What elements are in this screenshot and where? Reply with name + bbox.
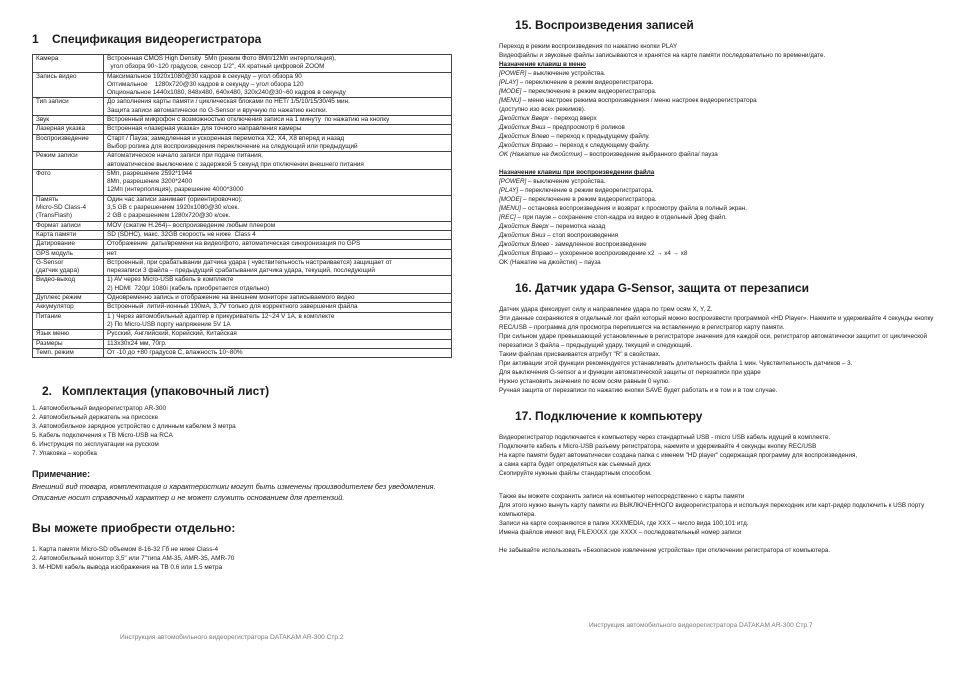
key-name: Джойстик Вправо (499, 142, 553, 149)
key-line (499, 177, 939, 186)
s17-lines (499, 433, 939, 478)
table-row (33, 169, 452, 195)
spec-value-cell (104, 303, 452, 312)
key-line (499, 231, 939, 240)
key-line (499, 258, 939, 267)
key-line (499, 69, 939, 78)
spec-value: SD (SDHC), макс. 32GB скорость не ниже Class 4 (107, 230, 256, 238)
key-name: [MODE] (499, 88, 522, 95)
paragraph-line: Переход в режим воспроизведения по нажатию кнопки PLAY (499, 43, 678, 50)
paragraph-line: Видеорегистратор подключается к компьютеру через стандартный USB - micro USB кабель идущий в комплекте. (499, 434, 831, 441)
paragraph-line: Эти данные сохраняются в отдельный лог файл который можно воспроизвести программой «HD Player». Нажмите и удерживайте 4 секунды кнопку REC/USB – программа для просмотра перепишется на вставленную в регистратор карту памяти. (499, 315, 934, 331)
key-name: Джойстик Вверх (499, 115, 549, 122)
key-line (499, 87, 939, 96)
list-item: 3. M-HDMI кабель вывода изображения на ТВ 0.6 или 1.5 метра (32, 564, 223, 572)
spec-value-cell (104, 276, 452, 294)
spec-key-cell (33, 152, 104, 170)
spec-value: перезаписи 3 файла – предыдущий срабатывания датчика удара, текущий, последующий (107, 267, 375, 275)
paragraph-line: Датчик удара фиксирует силу и направление удара по трем осям X, Y, Z. (499, 306, 713, 313)
spec-value-cell (104, 312, 452, 330)
spec-value: 2) По Micro-USB порту напряжение 5V 1A (107, 320, 231, 328)
spec-value: Одновременно запись и отображение на внешнем мониторе записываемого видео (107, 294, 355, 302)
spec-value: нет (107, 249, 117, 257)
key-name: [MENU] (499, 97, 522, 104)
key-desc: – остановка воспроизведения и возврат к просмотру файла в полный экран. (521, 205, 748, 212)
spec-value-cell (104, 134, 452, 152)
spec-key-cell (33, 348, 104, 357)
key-line (499, 78, 939, 87)
key-name: [PLAY] (499, 79, 519, 86)
key-desc: – переключение в режим видеорегистратора. (521, 88, 657, 95)
spec-key-cell (33, 55, 104, 73)
paragraph-line: Для этого нужно вынуть карту памяти из ВЫКЛЮЧЕННОГО видеорегистратора и используя переходник или карт-ридер подключить к USB порту компьютера. (499, 502, 925, 518)
key-desc: – перемотка назад (548, 223, 606, 230)
spec-value: Встроенный микрофон с возможностью отключения записи на 1 минуту по нажатию на кнопку (107, 116, 390, 124)
spec-value-cell (104, 330, 452, 339)
list-item: 2. Автомобильный монитор 3,5" или 7"типа AM-35, AMR-35, AMR-70 (32, 555, 235, 563)
spec-value: Один час записи занимает (ориентировочно): (107, 195, 243, 203)
spec-key-cell (33, 134, 104, 152)
key-line (499, 96, 939, 105)
paragraph-line: Таким файлам присваивается атрибут "R" в свойствах. (499, 351, 661, 358)
buy-list (32, 545, 477, 572)
s15-intro (499, 42, 939, 60)
s15-play-keys (499, 177, 939, 267)
key-desc: - переход вверх (548, 115, 597, 122)
spec-key-cell (33, 240, 104, 249)
spec-value-cell (104, 339, 452, 348)
spec-value: 8Мп, разрешение 3200*2400 (107, 178, 192, 186)
list-item: 6. Инструкция по эксплуатации на русском (32, 441, 159, 449)
note-text: Внешний вид товара, комплектация и характеристики могут быть изменены производителем без уведомления. Описание носит справочный характер и не может служить основанием для претензий. (32, 482, 436, 503)
spec-key: (TransFlash) (36, 212, 72, 220)
spec-value: Русский, Английский, Корейский, Китайская (107, 330, 237, 338)
key-line (499, 186, 939, 195)
key-line (499, 150, 939, 159)
key-name: [PLAY] (499, 187, 519, 194)
spec-value: Старт / Пауза; замедленная и ускоренная перемотка X2, X4, X8 вперед и назад (107, 134, 345, 142)
spec-key: Запись видео (36, 72, 77, 80)
paragraph-line: Скопируйте нужные файлы стандартным способом. (499, 470, 652, 477)
kit-list (32, 404, 477, 458)
paragraph-line: При активации этой функции рекомендуется устанавливать длительность файла 1 мин. Чувствительность датчиков – 3. (499, 360, 853, 367)
key-line (499, 204, 939, 213)
paragraph-line: Для выключения G-sensor а и функции автоматической защиты от перезаписи при ударе (499, 369, 761, 376)
kit-heading (42, 384, 477, 398)
table-row (33, 294, 452, 303)
key-desc: – предпросмотр 6 роликов (545, 124, 625, 131)
key-name: Джойстик Влево (499, 241, 550, 248)
spec-key-cell (33, 339, 104, 348)
key-line (499, 141, 939, 150)
spec-value: 3,5 GB с разрешением 1920x1080@30 к/сек. (107, 204, 240, 212)
key-name: Джойстик Влево (499, 133, 550, 140)
key-name: Джойстик Вниз (499, 232, 546, 239)
table-row (33, 152, 452, 170)
spec-key: Звук (36, 116, 50, 124)
key-desc: – при паузе – сохранение стоп-кадра из видео в отдельный Jpeg файл. (515, 214, 727, 221)
spec-key: Питание (36, 312, 62, 320)
spec-value: Встроенный литий-ионный 190мА, 3,7V только для корректного завершения файла (107, 303, 358, 311)
key-desc: (доступно изо всех режимов). (499, 106, 586, 113)
list-item: 5. Кабель подключения к ТВ Micro-USB на RCA (32, 432, 173, 440)
left-footer: Инструкция автомобильного видеорегистратора DATAKAM AR-300 Стр.2 (120, 634, 344, 641)
paragraph-line: Ручная защита от перезаписи по нажатию кнопки SAVE будет работать и в том и в том случае. (499, 387, 778, 394)
key-line (499, 105, 939, 114)
spec-key-cell (33, 249, 104, 258)
spec-value: Опциональное 1440x1080, 848x480, 640x480, 320x240@30~60 кадров в секунду (107, 89, 346, 97)
key-line (499, 213, 939, 222)
spec-key-cell (33, 221, 104, 230)
spec-key-cell (33, 276, 104, 294)
kit-heading-text: Комплектация (упаковочный лист) (62, 384, 270, 399)
spec-value-cell (104, 249, 452, 258)
spec-heading-text: Спецификация видеорегистратора (52, 32, 262, 46)
table-row (33, 55, 452, 73)
key-desc: – стоп воспроизведения (545, 232, 619, 239)
spec-value: 1) AV через Micro-USB кабель в комплекте (107, 276, 234, 284)
spec-value: 2) HDMI 720p/ 1080i (кабель приобретается отдельно) (107, 284, 270, 292)
table-row (33, 195, 452, 221)
table-row (33, 249, 452, 258)
spec-value: Встроенная CMOS High Density 5Мп (режим Фото 8Мп/12Мп интерполяция), (107, 55, 336, 62)
spec-key: Лазерная указка (36, 125, 85, 133)
key-name: [REC] (499, 214, 516, 221)
spec-key: Фото (36, 169, 51, 177)
table-row (33, 258, 452, 276)
spec-key-cell (33, 312, 104, 330)
spec-key-cell (33, 116, 104, 125)
spec-key-cell (33, 303, 104, 312)
spec-key: G-Sensor (36, 258, 64, 266)
s17-last-line: Не забывайте использовать «Безопасное извлечение устройства» при отключении регистратора от компьютера. (499, 547, 831, 554)
spec-value: Отображение даты/времени на видео/фото, автоматическая синхронизация по GPS (107, 240, 361, 248)
table-row (33, 348, 452, 357)
spec-heading (32, 32, 477, 46)
spec-key: Размеры (36, 339, 63, 347)
spec-key: Видео-выход (36, 276, 76, 284)
paragraph-line: а сама карта будет определяться как съемный диск (499, 461, 651, 468)
key-line (499, 222, 939, 231)
spec-value-cell (104, 152, 452, 170)
table-row (33, 221, 452, 230)
table-row (33, 98, 452, 116)
spec-value: Защита записи автоматически по G-Sensor и вручную по нажатию кнопки. (107, 106, 328, 114)
list-item: 3. Автомобильное зарядное устройство с длинным кабелем 3 метра (32, 423, 236, 431)
key-name: OK (Нажатие на джойстик) (499, 151, 583, 158)
paragraph-line: Имена файлов имеют вид FILEXXXX где XXXX – последовательный номер записи (499, 529, 742, 536)
spec-key-cell (33, 330, 104, 339)
list-item: 1. Автомобильный видеорегистратор AR-300 (32, 405, 167, 413)
key-line (499, 123, 939, 132)
table-row (33, 339, 452, 348)
spec-key-cell (33, 169, 104, 195)
spec-value-cell (104, 72, 452, 98)
right-page (477, 0, 954, 675)
spec-key: Режим записи (36, 152, 78, 160)
spec-value-cell (104, 258, 452, 276)
list-item: 7. Упаковка – коробка (32, 450, 97, 458)
spec-value: 12Мп (интерполяция), разрешение 4000*3000 (107, 186, 244, 194)
s15-play-heading: Назначение клавиш при воспроизведении файла (499, 169, 655, 176)
spec-key: Карта памяти (36, 230, 77, 238)
key-line (499, 240, 939, 249)
spec-value: автоматическое выключение с задержкой 5 секунд при отключении внешнего питания (107, 160, 364, 168)
spec-key: Аккумулятор (36, 303, 74, 311)
spec-value: Встроенная «лазерная указка» для точного направления камеры (107, 125, 302, 133)
key-desc: – переход к предыдущему файлу. (549, 133, 650, 140)
spec-value-cell (104, 125, 452, 134)
spec-value-cell (104, 348, 452, 357)
key-desc: – переключение в режим видеорегистратора. (521, 196, 657, 203)
table-row (33, 240, 452, 249)
note-heading: Примечание: (32, 469, 91, 480)
spec-value-cell (104, 55, 452, 73)
spec-value: MOV (сжатие H.264)– воспроизведение любым плеером (107, 221, 276, 229)
key-desc: – выключение устройства. (526, 178, 606, 185)
s15-heading: 15. Воспроизведения записей (515, 18, 694, 32)
key-name: Джойстик Вверх (499, 223, 549, 230)
spec-table (32, 54, 452, 358)
spec-value-cell (104, 169, 452, 195)
spec-key: Память (36, 195, 59, 203)
spec-value: 5Мп, разрешение 2592*1944 (107, 169, 192, 177)
s15-body (499, 42, 939, 267)
spec-key: Камера (36, 55, 59, 62)
spec-key-cell (33, 98, 104, 116)
spec-key: Темп. режим (36, 348, 74, 356)
list-item: 1. Карта памяти Micro-SD объемом 8-16-32 Гб не ниже Class-4 (32, 546, 219, 554)
key-line (499, 114, 939, 123)
s16-heading: 16. Датчик удара G-Sensor, защита от перезаписи (515, 281, 810, 295)
spec-value: От -10 до +80 градусов С, влажность 10~80% (107, 348, 243, 356)
key-name: [POWER] (499, 70, 527, 77)
spec-key-cell (33, 294, 104, 303)
s16-body (499, 305, 939, 395)
table-row (33, 276, 452, 294)
spec-value: 2 GB с разрешением 1280x720@30 к/сек. (107, 212, 231, 220)
spec-key-cell (33, 72, 104, 98)
key-name: Джойстик Вниз (499, 124, 546, 131)
s17-lines-card (499, 492, 939, 537)
key-line (499, 132, 939, 141)
table-row (33, 330, 452, 339)
table-row (33, 72, 452, 98)
s17-heading: 17. Подключение к компьютеру (515, 409, 703, 423)
spec-key-cell (33, 195, 104, 221)
key-desc: – переход к следующему файлу. (552, 142, 650, 149)
s15-keys-heading: Назначение клавиш в меню (499, 61, 586, 68)
spec-value-cell (104, 221, 452, 230)
spec-value: Оптимальное 1280x720@30 кадров в секунду – угол обзора 120 (107, 80, 304, 88)
list-item: 2. Автомобильный держатель на присоске (32, 414, 159, 422)
spec-value-cell (104, 98, 452, 116)
paragraph-line: Видеофайлы и звуковые файлы записываются и хранятся на карте памяти последовательно по времени/дате. (499, 52, 826, 59)
table-row (33, 116, 452, 125)
key-name: [POWER] (499, 178, 527, 185)
spec-key: Воспроизведение (36, 134, 89, 142)
s15-keys (499, 69, 939, 159)
paragraph-line: Подключите кабель к Micro-USB разъему регистратора, нажмите и удерживайте 4 секунды кнопку REC/USB (499, 443, 817, 450)
spec-value: 113x30x24 мм, 70гр. (107, 339, 167, 347)
spec-key: Micro-SD Class-4 (36, 204, 87, 212)
table-row (33, 230, 452, 239)
key-line (499, 249, 939, 258)
key-name: [MODE] (499, 196, 522, 203)
spec-key: Язык меню (36, 330, 69, 338)
spec-value: 1 ) Через автомобильный адаптер в прикуриватель 12~24 V 1A, в комплекте (107, 312, 335, 320)
spec-value-cell (104, 116, 452, 125)
spec-value-cell (104, 195, 452, 221)
paragraph-line: Также вы можете сохранить записи на компьютер непосредственно с карты памяти (499, 493, 745, 500)
key-desc: – переключение в режим видеорегистратора. (518, 79, 654, 86)
spec-value: Встроенный, при срабатывании датчика удара ( чувствительность настраивается) защищает от (107, 258, 393, 266)
spec-value: Максимальное 1920x1080@30 кадров в секунду – угол обзора 90 (107, 72, 302, 80)
spec-heading-number: 1 (32, 32, 39, 46)
spec-value: Автоматическое начало записи при подаче питания, (107, 152, 263, 160)
spec-value: угол обзора 90~120 градусов, сенсор 1/2", 4X кратный цифровой ZOOM (107, 63, 325, 71)
key-line (499, 195, 939, 204)
spec-key-cell (33, 125, 104, 134)
paragraph-line: Нужно установить значения по всем осям равным 0 нулю. (499, 378, 670, 385)
spec-value: До заполнения карты памяти / циклическая блоками по НЕТ/ 1/5/10/15/30/45 мин. (107, 98, 350, 106)
right-footer: Инструкция автомобильного видеорегистратора DATAKAM AR-300 Стр.7 (589, 622, 813, 629)
s17-body (499, 433, 939, 555)
key-desc: – воспроизведение выбранного файла/ пауза (582, 151, 718, 158)
paragraph-line: При сильном ударе превышающей установленные в регистраторе значения для каждой оси, регистратор автоматически защитит от циклической перезаписи 3 файла – предыдущий удару, текущий и следующий. (499, 333, 928, 349)
spec-key: Дуплекс режим (36, 294, 82, 302)
spec-value-cell (104, 294, 452, 303)
key-desc: - замедленное воспроизведение (549, 241, 647, 248)
table-row (33, 134, 452, 152)
spec-value: Выбор ролика для воспроизведения переключение на следующий или предыдущий (107, 142, 358, 150)
spec-key: (датчик удара) (36, 267, 80, 275)
table-row (33, 312, 452, 330)
spec-key: GPS модуль (36, 249, 73, 257)
table-row (33, 303, 452, 312)
spec-key: Тип записи (36, 98, 69, 106)
paragraph-line: На карте памяти будет автоматически создана папка с именем "HD player" содержащая программу для воспроизведения, (499, 452, 858, 459)
spec-key-cell (33, 230, 104, 239)
kit-heading-number: 2. (42, 384, 53, 399)
key-desc: – меню настроек режима воспроизведения / меню настроек видеорегистратора (521, 97, 757, 104)
key-name: [MENU] (499, 205, 522, 212)
spec-key: Датирование (36, 240, 75, 248)
spec-value-cell (104, 240, 452, 249)
paragraph-line: Записи на карте сохраняются в папке XXXMEDIA, где XXX – число вида 100,101 итд. (499, 520, 749, 527)
key-desc: – выключение устройства. (526, 70, 606, 77)
buy-heading: Вы можете приобрести отдельно: (32, 521, 236, 536)
table-row (33, 125, 452, 134)
key-desc: – переключение в режим видеорегистратора. (518, 187, 654, 194)
spec-value-cell (104, 230, 452, 239)
key-desc: OK (Нажатие на джойстик) – пауза (499, 259, 601, 266)
key-name: Джойстик Вправо (499, 250, 553, 257)
spec-key-cell (33, 258, 104, 276)
key-desc: – ускоренное воспроизведение x2 → x4 → x8 (552, 250, 688, 257)
spec-key: Формат записи (36, 221, 81, 229)
